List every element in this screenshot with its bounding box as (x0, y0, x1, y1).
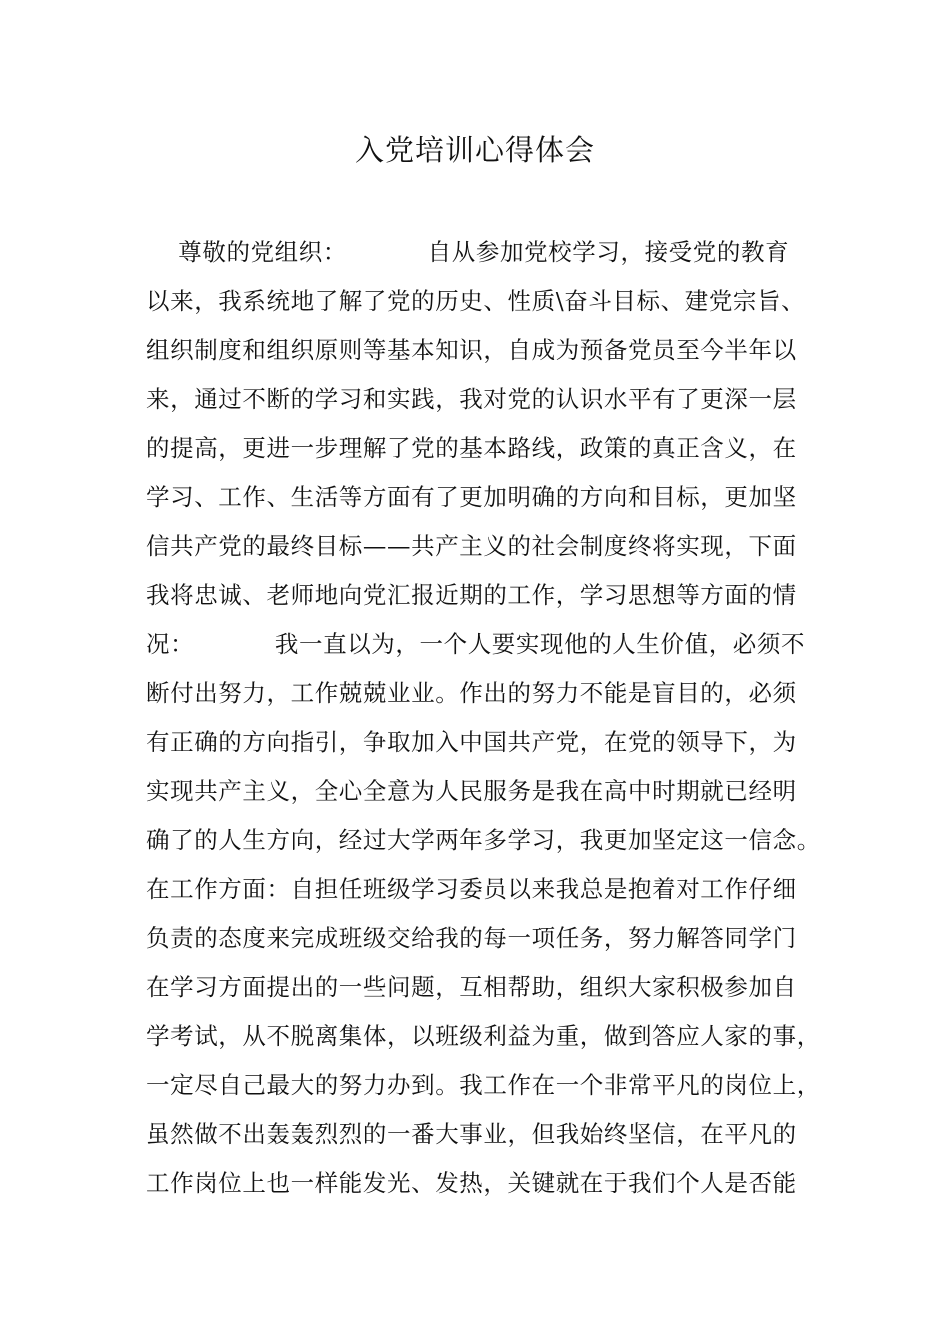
body-line: 组织制度和组织原则等基本知识，自成为预备党员至今半年以 (146, 336, 797, 364)
body-line: 有正确的方向指引，争取加入中国共产党，在党的领导下，为 (146, 728, 797, 756)
body-line: 在学习方面提出的一些问题，互相帮助，组织大家积极参加自 (146, 973, 797, 1001)
body-line: 实现共产主义，全心全意为人民服务是我在高中时期就已经明 (146, 777, 797, 805)
body-line: 一定尽自己最大的努力办到。我工作在一个非常平凡的岗位上， (146, 1071, 821, 1099)
document-title: 入党培训心得体会 (354, 133, 595, 167)
body-line: 以来，我系统地了解了党的历史、性质\奋斗目标、建党宗旨、 (146, 287, 806, 315)
body-line: 学习、工作、生活等方面有了更加明确的方向和目标，更加坚 (146, 483, 797, 511)
body-line: 在工作方面：自担任班级学习委员以来我总是抱着对工作仔细 (146, 875, 797, 903)
body-line: 来，通过不断的学习和实践，我对党的认识水平有了更深一层 (146, 385, 797, 413)
body-line: 我将忠诚、老师地向党汇报近期的工作，学习思想等方面的情 (146, 581, 797, 609)
body-line: 况： 我一直以为，一个人要实现他的人生价值，必须不 (146, 630, 806, 658)
body-line: 信共产党的最终目标——共产主义的社会制度终将实现，下面 (146, 532, 797, 560)
body-line: 的提高，更进一步理解了党的基本路线，政策的真正含义，在 (146, 434, 797, 462)
body-line: 负责的态度来完成班级交给我的每一项任务，努力解答同学门 (146, 924, 797, 952)
body-line: 断付出努力，工作兢兢业业。作出的努力不能是盲目的，必须 (146, 679, 797, 707)
body-line: 学考试，从不脱离集体，以班级利益为重，做到答应人家的事， (146, 1022, 821, 1050)
body-line: 工作岗位上也一样能发光、发热，关键就在于我们个人是否能 (146, 1169, 797, 1197)
body-line: 虽然做不出轰轰烈烈的一番大事业，但我始终坚信，在平凡的 (146, 1120, 797, 1148)
body-line: 尊敬的党组织： 自从参加党校学习，接受党的教育 (146, 238, 790, 266)
body-line: 确了的人生方向，经过大学两年多学习，我更加坚定这一信念。 (146, 826, 821, 854)
